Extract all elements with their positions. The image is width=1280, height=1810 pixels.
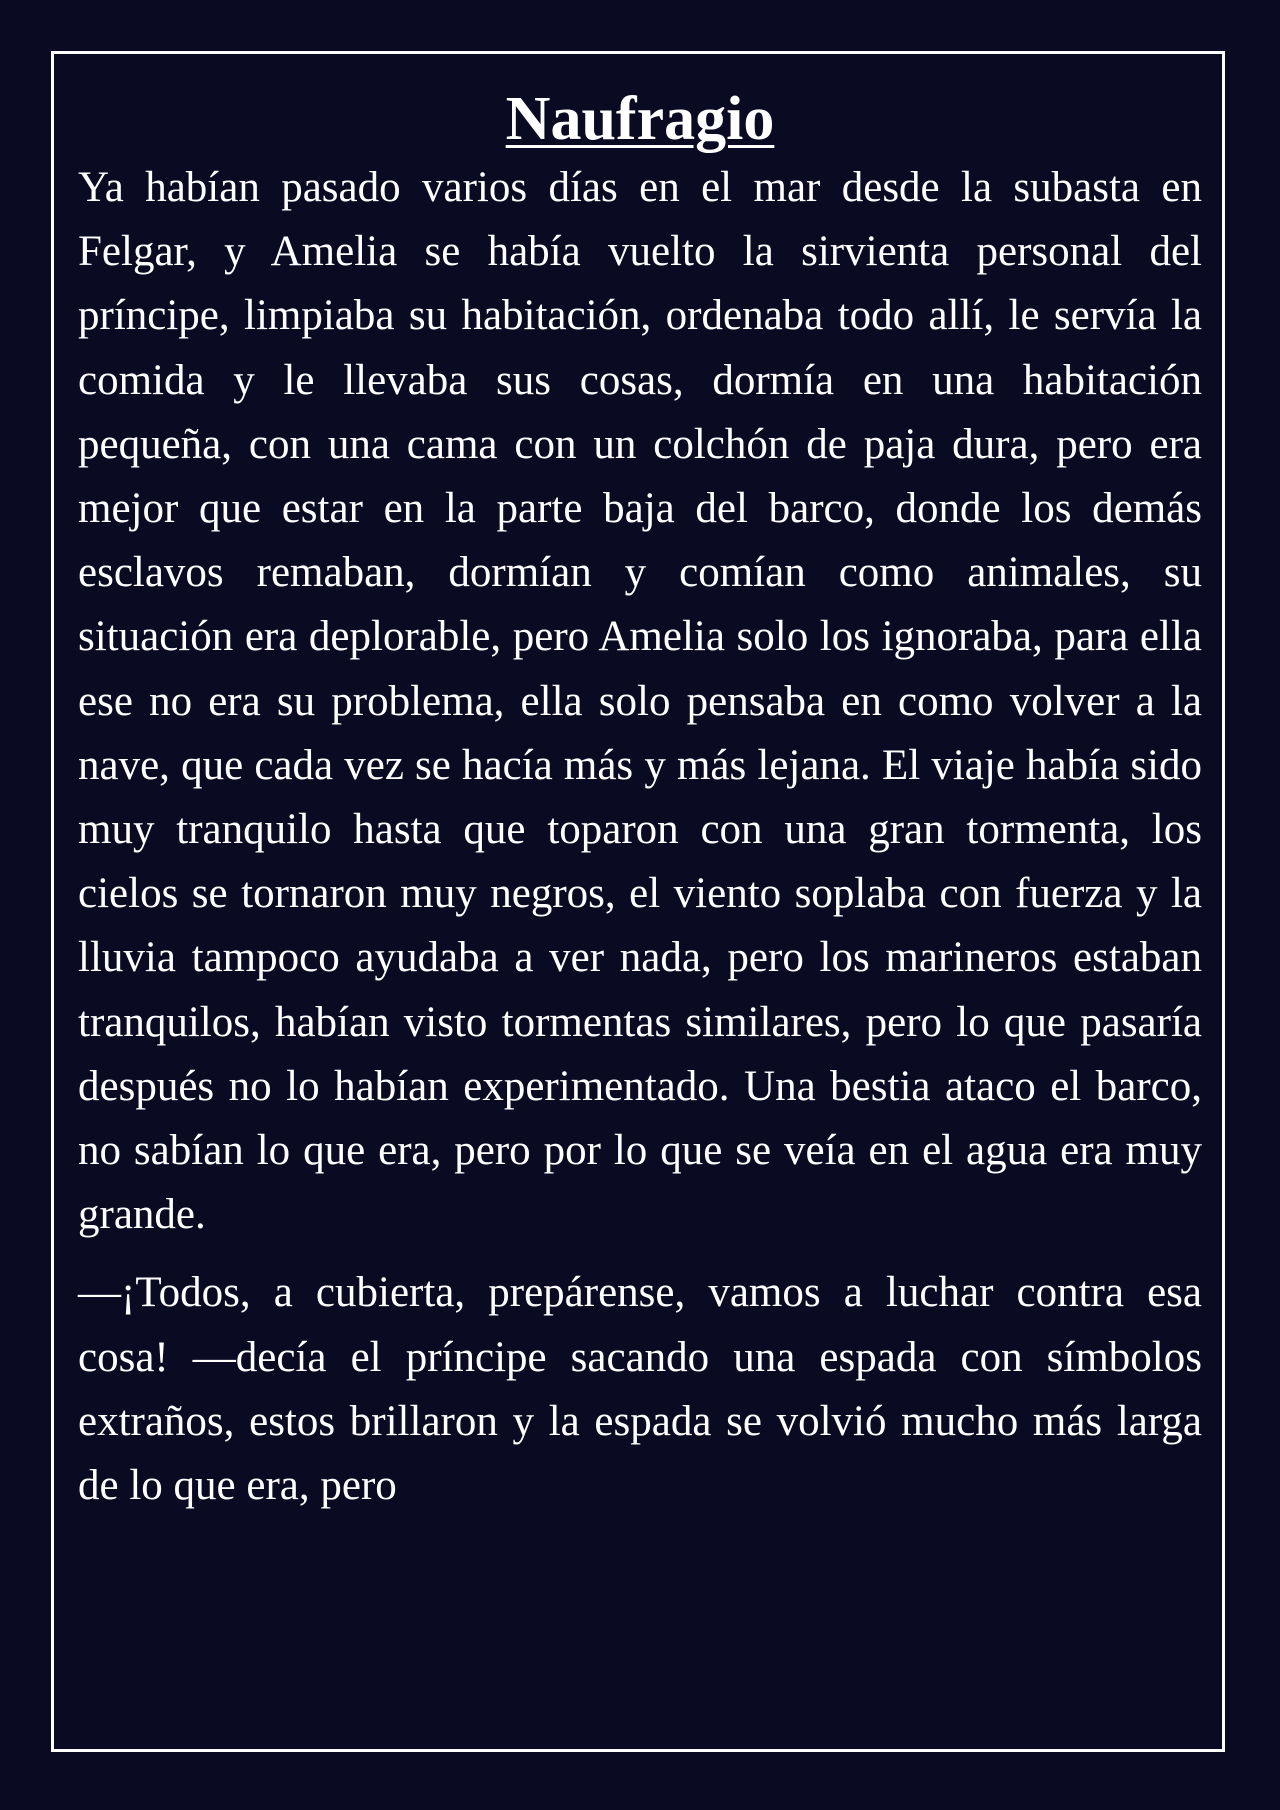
- paragraph-1: Ya habían pasado varios días en el mar desde la subasta en Felgar, y Amelia se había vuelto la sirvienta personal del príncipe, limpiaba su habitación, ordenaba todo allí, le servía la comida y le llevaba sus cosas, dormía en una habitación pequeña, con una cama con un colchón de paja dura, pero era mejor que estar en la parte baja del barco, donde los demás esclavos remaban, dormían y comían como animales, su situación era deplorable, pero Amelia solo los ignoraba, para ella ese no era su problema, ella solo pensaba en como volver a la nave, que cada vez se hacía más y más lejana. El viaje había sido muy tranquilo hasta que toparon con una gran tormenta, los cielos se tornaron muy negros, el viento soplaba con fuerza y la lluvia tampoco ayudaba a ver nada, pero los marineros estaban tranquilos, habían visto tormentas similares, pero lo que pasaría después no lo habían experimentado. Una bestia ataco el barco, no sabían lo que era, pero por lo que se veía en el agua era muy grande.: [78, 164, 1202, 1239]
- document-body: [78, 82, 1202, 1518]
- paragraph-2: —¡Todos, a cubierta, prepárense, vamos a luchar contra esa cosa! —decía el príncipe sacando una espada con símbolos extraños, estos brillaron y la espada se volvió mucho más larga de lo que era, pero: [78, 1269, 1202, 1510]
- chapter-title: Naufragio: [505, 85, 775, 153]
